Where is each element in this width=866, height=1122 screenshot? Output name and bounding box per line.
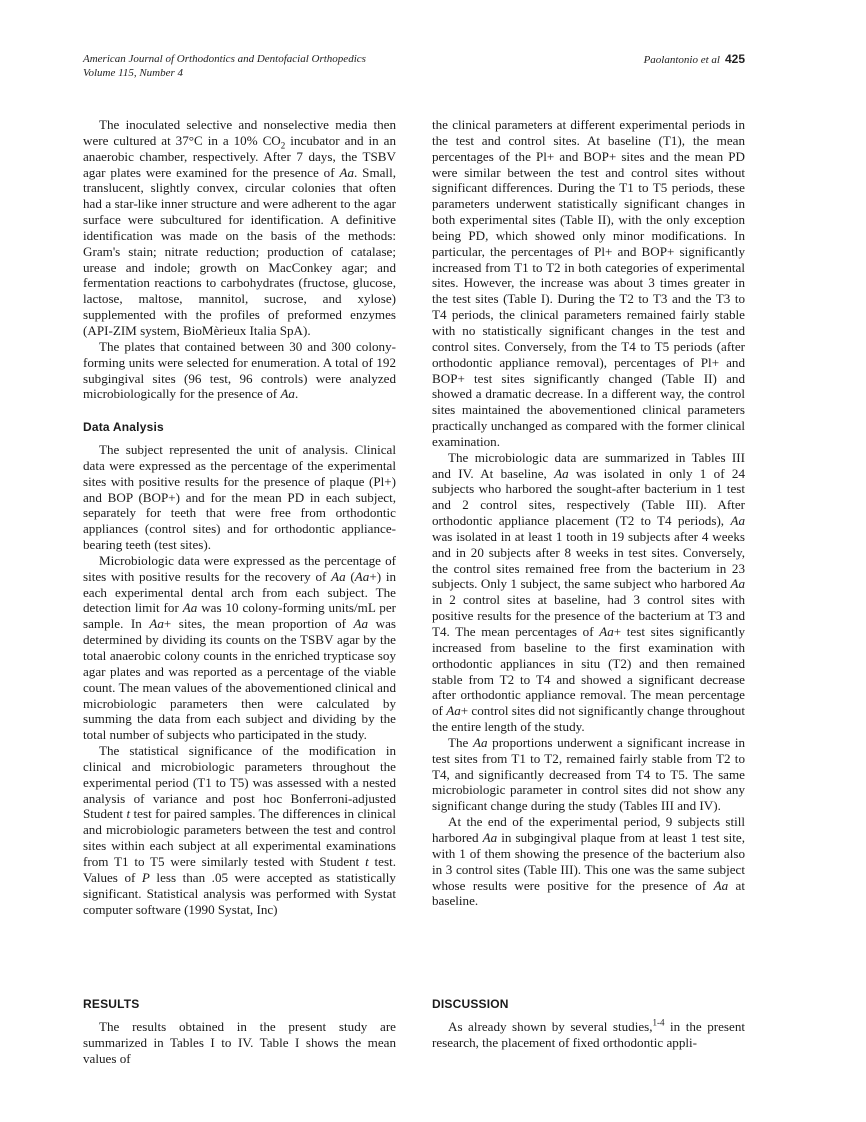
italic-term: Aa [730, 576, 745, 592]
paragraph: The results obtained in the present study are summarized in Tables I to IV. Table I shows the mean values of [83, 1018, 396, 1066]
right-column-discussion [432, 997, 745, 1051]
paragraph: As already shown by several studies,$^{1-4}$ in the present research, the placement of fixed orthodontic appli- [432, 1017, 746, 1050]
results-heading: RESULTS [83, 997, 140, 1011]
paragraph: Microbiologic data were expressed as the percentage of sites with positive results for the recovery of Aa (Aa+) in each experimental dental arch from each subject. The detection limit for Aa was 10 colony-forming units/mL per sample. In Aa+ sites, the mean proportion of Aa was determined by dividing its counts on the TSBV agar by the total anaerobic colony counts in the enriched trypticase soy agar plates and was reported as a percentage of the viable count. The mean values of the abovementioned clinical and microbiologic parameters then were calculated by summing the data from each subject and dividing by the total number of subjects who participated in the study. [83, 552, 397, 743]
italic-term: P [141, 869, 150, 885]
right-column-top [432, 117, 745, 909]
italic-term: Aa [472, 734, 488, 750]
left-column-results [83, 997, 396, 1066]
discussion-heading: DISCUSSION [432, 997, 509, 1011]
data-analysis-text [83, 442, 396, 917]
italic-term: Aa [599, 624, 614, 639]
italic-term: t [126, 806, 131, 822]
italic-term: Aa [339, 164, 354, 180]
discussion-text [432, 1019, 745, 1051]
paragraph: The inoculated selective and nonselective media then were cultured at 37°C in a 10% $CO_2$ incubator and in an anaerobic chamber, respectively. After 7 days, the TSBV agar plates were examined for the presence of Aa. Small, translucent, slightly convex, circular colonies that often had a star-like inner structure and were adherent to the agar surface were subcultured for identification. A definitive identification was made on the basis of the methods: Gram's stain; nitrate reduction; production of catalase; urease and indole; growth on MacConkey agar; and fermentation reactions to carbohydrates (fructose, glucose, lactose, maltose, mannitol, sucrose, and xylose) supplemented with the profiles of preformed enzymes (API-ZIM system, BioMèrieux Italia SpA). [83, 117, 396, 338]
italic-term: Aa [730, 513, 745, 529]
italic-term: Aa [713, 877, 729, 893]
authors: Paolantonio et al [643, 54, 720, 66]
left-column-top [83, 117, 396, 917]
italic-term: Aa [149, 616, 164, 632]
results-text [83, 1019, 396, 1067]
citation-superscript: 1-4 [652, 1017, 665, 1028]
paragraph: At the end of the experimental period, 9 subjects still harbored Aa in subgingival plaque from at least 1 test site, with 1 of them showing the presence of the bacterium also in 3 control sites (Table III). This one was the same subject whose results were positive for the presence of Aa at baseline. [432, 814, 746, 909]
running-header-right [644, 52, 745, 67]
italic-term: Aa [554, 465, 569, 481]
paragraph: The subject represented the unit of analysis. Clinical data were expressed as the percentage of the experimental sites with positive results for the presence of plaque (Pl+) and BOP (BOP+) and for the mean PD in each subject, separately for teeth that were free from orthodontic appliances (control sites) and for orthodontic appliance-bearing teeth (test sites). [83, 442, 396, 553]
italic-term: Aa [354, 568, 370, 584]
paragraph: the clinical parameters at different experimental periods in the test and control sites. At baseline (T1), the mean percentages of the Pl+ and BOP+ sites and the mean PD were similar between the test and control sites without significant differences. During the T1 to T5 periods, these parameters underwent statistically significant changes in both experimental sites (Table II), with the only exception being PD, which showed only minor modifications. In particular, the percentages of Pl+ and BOP+ significantly increased from T1 to T2 in both categories of experimental sites. However, the increase was about 3 times greater in the test sites (Table I). During the T2 to T3 and the T3 to T4 periods, the clinical parameters remained fairly stable with no statistically significant changes in the test and control sites. Conversely, from the T4 to T5 periods (after orthodontic appliance removal), percentages of Pl+ and BOP+ test sites significantly changed (Table II) and showed a dramatic decrease. In a different way, the control sites maintained the abovementioned clinical parameters practically unchanged as compared with the former clinical examination. [432, 117, 745, 449]
paragraph: The statistical significance of the modification in clinical and microbiologic parameters throughout the experimental period (T1 to T5) was assessed with a nested analysis of variance and post hoc Bonferroni-adjusted Student t test for paired samples. The differences in clinical and microbiologic parameters between the test and control sites within each subject at all experimental examinations from T1 to T5 were similarly tested with Student t test. Values of P less than .05 were accepted as statistically significant. Statistical analysis was performed with Systat computer software (1990 Systat, Inc) [83, 743, 396, 917]
italic-term: Aa [353, 616, 369, 632]
methods-text [83, 117, 396, 402]
paragraph: The microbiologic data are summarized in Tables III and IV. At baseline, Aa was isolated in only 1 of 24 subjects who harbored the sought-after bacterium in 1 test and 2 control sites, respectively (Table III). After orthodontic appliance placement (T2 to T4 periods), Aa was isolated in at least 1 tooth in 19 subjects after 4 weeks and in 20 subjects after 8 weeks in test sites. Conversely, the control sites remained free from the bacterium in 23 subjects. Only 1 subject, the same subject who harbored Aa in 2 control sites at baseline, had 3 control sites with positive results for the presence of the bacterium at T3 and T4. The mean percentages of Aa+ test sites significantly increased from baseline to the first examination with orthodontic appliances in situ (T2) and then remained stable from T2 to T4 and showed a significant decrease after orthodontic appliance removal. The mean percentage of Aa+ control sites did not significantly change throughout the entire length of the study. [432, 449, 745, 735]
paragraph: The Aa proportions underwent a significant increase in test sites from T1 to T2, remained fairly stable from T2 to T4, and significantly decreased from T4 to T5. The same microbiologic parameter in control sites did not show any significant change during the study (Tables III and IV). [432, 734, 746, 814]
paragraph: The plates that contained between 30 and 300 colony-forming units were selected for enumeration. A total of 192 subgingival sites (96 test, 96 controls) were analyzed microbiologically for the presence of Aa. [83, 338, 396, 402]
italic-term: Aa [182, 600, 198, 616]
data-analysis-heading: Data Analysis [83, 420, 164, 435]
italic-term: Aa [280, 386, 295, 402]
running-header-left [83, 52, 366, 80]
subscript: 2 [280, 140, 286, 151]
journal-volume: Volume 115, Number 4 [83, 67, 184, 79]
page-number: 425 [724, 52, 745, 66]
italic-term: Aa [331, 568, 346, 584]
italic-term: Aa [446, 703, 461, 719]
results-continued-text [432, 117, 745, 909]
italic-term: Aa [482, 829, 498, 845]
italic-term: t [365, 853, 369, 869]
journal-title: American Journal of Orthodontics and Dentofacial Orthopedics [83, 53, 366, 65]
